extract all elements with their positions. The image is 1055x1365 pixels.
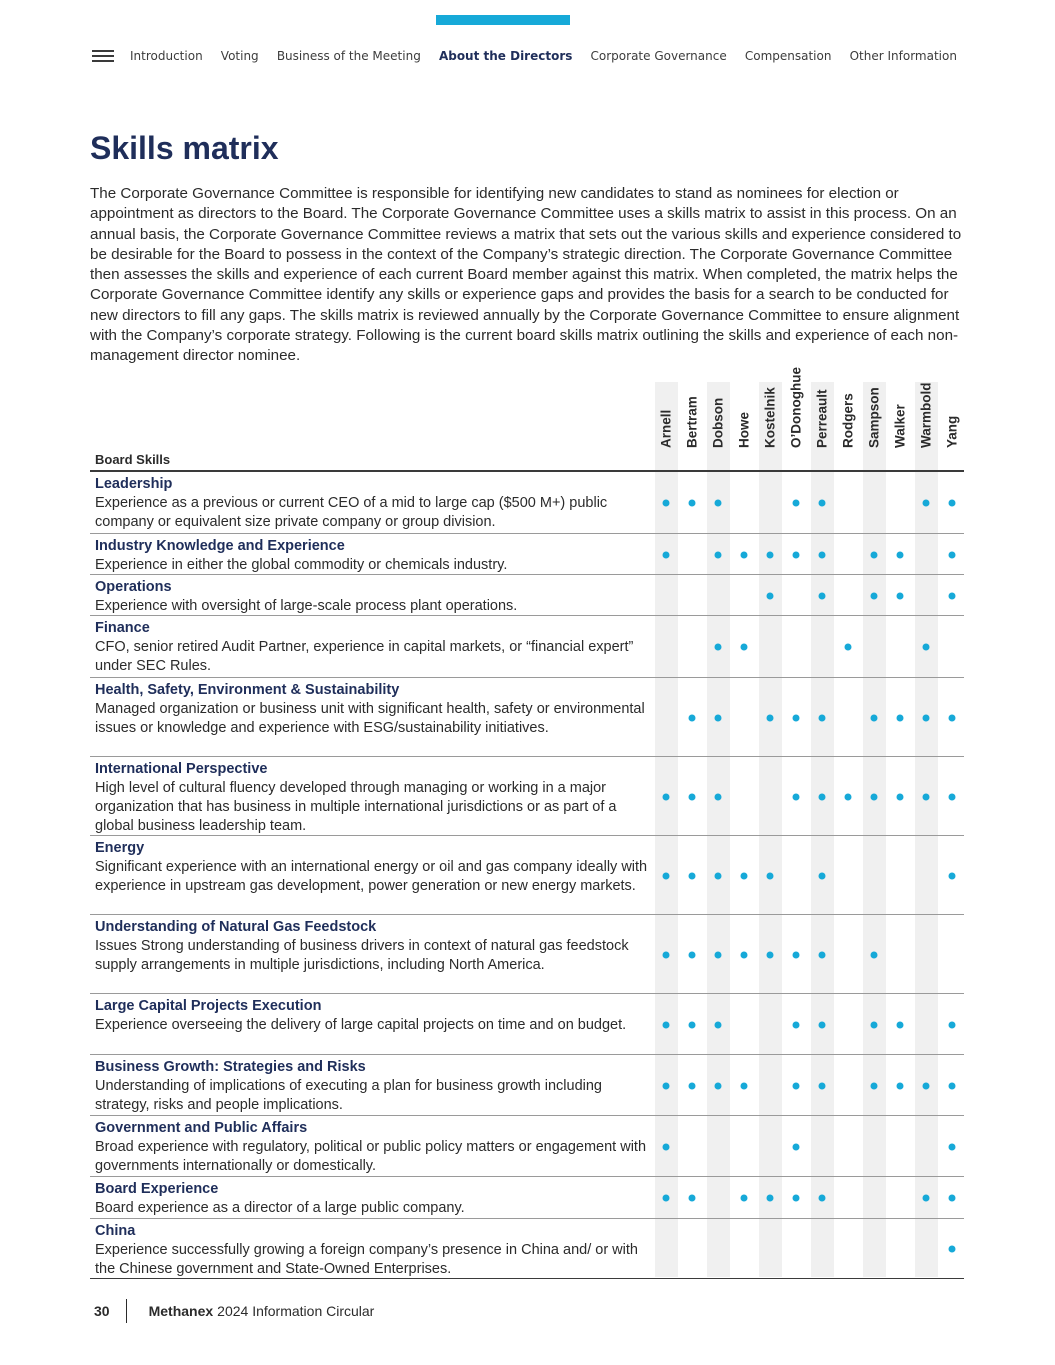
skill-dot-icon [819,793,826,800]
skill-dot-icon [819,551,826,558]
skills-matrix [90,367,964,1279]
skill-dot-icon [949,1021,956,1028]
skill-title: China [95,1223,136,1239]
skill-row [90,534,964,575]
skill-dot-icon [663,872,670,879]
skill-text [95,1058,651,1115]
skill-dot-icon [949,1143,956,1150]
skill-dot-icon [793,1082,800,1089]
skill-dot-icon [689,1082,696,1089]
skill-title: Leadership [95,476,173,492]
director-name: Kostelnik [762,387,778,448]
skill-dot-icon [819,714,826,721]
skill-dot-icon [793,714,800,721]
skill-title: International Perspective [95,761,268,777]
skill-dot-icon [871,551,878,558]
skill-title: Large Capital Projects Execution [95,998,322,1014]
nav-item-about-the-directors[interactable]: About the Directors [438,49,573,63]
skill-dot-icon [897,551,904,558]
skill-dot-icon [767,951,774,958]
skill-dot-icon [715,872,722,879]
director-name: Dobson [710,397,726,448]
director-column-header [655,373,678,463]
director-name: Howe [736,411,752,448]
skill-text [95,1222,651,1279]
skill-row [90,915,964,994]
skill-dot-icon [793,551,800,558]
skill-dot-icon [793,500,800,507]
director-column-header [707,373,730,463]
footer-brand: Methanex [148,1303,214,1319]
top-navigation [92,46,957,66]
director-column-header [915,373,938,463]
nav-accent-bar [436,15,570,25]
skill-dot-icon [663,951,670,958]
skill-row [90,575,964,616]
board-skills-header: Board Skills [95,452,171,467]
skill-title: Health, Safety, Environment & Sustainability [95,682,400,698]
skill-dot-icon [871,1082,878,1089]
skill-dot-icon [793,1143,800,1150]
skill-dot-icon [663,1143,670,1150]
skill-text [95,918,651,975]
skill-dot-icon [949,793,956,800]
skill-dot-icon [819,872,826,879]
director-name: Bertram [684,396,700,448]
skill-title: Operations [95,579,172,595]
skill-dot-icon [715,1021,722,1028]
skill-text [95,537,651,575]
skill-dot-icon [715,714,722,721]
skill-description: Managed organization or business unit with significant health, safety or environmental issues or knowledge and experience with ESG/sustainability initiatives. [95,700,645,736]
director-column-header [889,373,912,463]
director-name: Sampson [866,387,882,448]
skill-row [90,1116,964,1177]
skill-text [95,619,651,676]
skill-dot-icon [741,644,748,651]
director-column-header [863,373,886,463]
skill-dot-icon [663,1021,670,1028]
director-name: Arnell [658,409,674,448]
skill-title: Board Experience [95,1181,219,1197]
skill-dot-icon [949,714,956,721]
skill-dot-icon [689,793,696,800]
skill-text [95,1119,651,1176]
skill-dot-icon [663,793,670,800]
director-column-header [681,373,704,463]
skill-dot-icon [819,1021,826,1028]
skill-dot-icon [715,551,722,558]
skill-dot-icon [949,1195,956,1202]
skill-dot-icon [819,1082,826,1089]
nav-item-voting[interactable]: Voting [220,49,259,63]
skill-dot-icon [793,1021,800,1028]
skill-row [90,616,964,678]
page-footer [94,1298,374,1324]
skill-dot-icon [715,500,722,507]
skill-dot-icon [689,872,696,879]
skill-dot-icon [923,1195,930,1202]
skill-dot-icon [897,1021,904,1028]
skill-dot-icon [741,1082,748,1089]
skill-text [95,578,651,616]
skill-row [90,1177,964,1219]
skill-dot-icon [845,793,852,800]
footer-document-title: 2024 Information Circular [217,1303,375,1319]
skill-dot-icon [767,872,774,879]
skill-dot-icon [819,1195,826,1202]
skill-dot-icon [923,793,930,800]
skill-description: High level of cultural fluency developed through managing or working in a major organization that has business in multiple international jurisdictions or as part of a global business leadership team. [95,779,617,834]
skill-title: Business Growth: Strategies and Risks [95,1059,366,1075]
director-column-header [837,373,860,463]
skill-dot-icon [689,1021,696,1028]
skill-dot-icon [897,1082,904,1089]
skill-description: Broad experience with regulatory, political or public policy matters or engagement with governments internationally or domestically. [95,1138,647,1174]
skill-dot-icon [741,951,748,958]
director-name: Yang [944,415,960,448]
skill-title: Understanding of Natural Gas Feedstock [95,919,377,935]
skill-title: Industry Knowledge and Experience [95,538,345,554]
skill-description: Experience with oversight of large-scale process plant operations. [95,597,518,614]
skill-dot-icon [845,644,852,651]
skill-dot-icon [871,951,878,958]
skill-dot-icon [689,1195,696,1202]
skill-description: Experience overseeing the delivery of large capital projects on time and on budget. [95,1016,627,1033]
skill-title: Finance [95,620,150,636]
skill-title: Government and Public Affairs [95,1120,308,1136]
skill-text [95,997,651,1035]
skill-dot-icon [741,872,748,879]
skill-dot-icon [949,592,956,599]
skill-title: Energy [95,840,145,856]
skill-dot-icon [793,1195,800,1202]
skill-text [95,1180,651,1218]
director-column-header [941,373,964,463]
nav-item-compensation[interactable]: Compensation [744,49,832,63]
skill-dot-icon [949,551,956,558]
skill-dot-icon [871,592,878,599]
skill-dot-icon [897,793,904,800]
director-name: Perreault [814,389,830,448]
director-name: Warmbold [918,382,934,448]
skill-dot-icon [689,714,696,721]
skill-dot-icon [715,1082,722,1089]
skill-dot-icon [689,951,696,958]
nav-item-corporate-governance[interactable]: Corporate Governance [590,49,727,63]
skill-dot-icon [741,1195,748,1202]
skill-row [90,1055,964,1116]
director-name: O’Donoghue [788,367,804,448]
skill-dot-icon [663,500,670,507]
skill-text [95,839,651,896]
skill-dot-icon [897,592,904,599]
skill-description: Board experience as a director of a large public company. [95,1199,465,1216]
nav-items [130,49,957,63]
skill-description: Significant experience with an international energy or oil and gas company ideally with experience in upstream gas development, power generation or new energy markets. [95,858,648,894]
skill-dot-icon [767,592,774,599]
skill-dot-icon [949,872,956,879]
skill-description: Experience in either the global commodity or chemicals industry. [95,556,508,573]
skill-dot-icon [819,951,826,958]
intro-paragraph: The Corporate Governance Committee is responsible for identifying new candidates to stand as nominees for election or appointment as directors to the Board. The Corporate Governance Committee uses a skills matrix to assist in this process. On an annual basis, the Corporate Governance Committee reviews a matrix that sets out the various skills and experience considered to be desirable for the Board to possess in the context of the Company’s strategic direction. The Corporate Governance Committee then assesses the skills and experience of each current Board member against this matrix. When completed, the matrix helps the Corporate Governance Committee identify any skills or experience gaps and provides the basis for a search to be conducted for new directors to fill any gaps. The skills matrix is reviewed annually by the Corporate Governance Committee to ensure alignment with the Company’s corporate strategy. Following is the current board skills matrix outlining the skills and experience of each non-management director nominee. [90,185,962,365]
skill-dot-icon [663,551,670,558]
skill-row [90,1219,964,1279]
skill-text [95,681,651,738]
matrix-header [90,367,964,472]
skill-row [90,678,964,757]
skill-dot-icon [715,644,722,651]
skill-dot-icon [949,1082,956,1089]
skill-row [90,994,964,1055]
skill-row [90,757,964,836]
skill-dot-icon [923,500,930,507]
nav-item-introduction[interactable]: Introduction [130,49,203,63]
skill-dot-icon [715,793,722,800]
director-column-header [811,373,834,463]
page-title: Skills matrix [90,130,279,166]
skill-dot-icon [767,551,774,558]
skill-dot-icon [819,592,826,599]
skill-description: Issues Strong understanding of business drivers in context of natural gas feedstock supply arrangements in multiple jurisdictions, including North America. [95,937,629,973]
skill-dot-icon [923,1082,930,1089]
skill-dot-icon [923,644,930,651]
skill-text [95,760,651,836]
skill-description: Understanding of implications of executing a plan for business growth including strategy, risks and people implications. [95,1077,602,1113]
skill-row [90,472,964,534]
skill-dot-icon [741,551,748,558]
skill-description: CFO, senior retired Audit Partner, experience in capital markets, or “financial expert” under SEC Rules. [95,638,634,674]
skill-text [95,475,651,532]
skill-description: Experience as a previous or current CEO of a mid to large cap ($500 M+) public company or equivalent size private company or group division. [95,494,608,530]
skill-row [90,836,964,915]
skill-dot-icon [949,500,956,507]
nav-item-other-information[interactable]: Other Information [849,49,957,63]
skill-dot-icon [871,1021,878,1028]
skill-dot-icon [871,714,878,721]
skill-dot-icon [767,1195,774,1202]
skill-dot-icon [689,500,696,507]
skill-dot-icon [819,500,826,507]
skill-dot-icon [923,714,930,721]
menu-icon[interactable] [92,49,114,63]
skill-dot-icon [949,1246,956,1253]
nav-item-business-of-the-meeting[interactable]: Business of the Meeting [276,49,421,63]
page-number: 30 [94,1299,127,1323]
skill-dot-icon [715,951,722,958]
skill-dot-icon [663,1195,670,1202]
skill-dot-icon [663,1082,670,1089]
skill-dot-icon [767,714,774,721]
director-column-header [785,367,808,463]
director-name: Walker [892,404,908,448]
director-name: Rodgers [840,393,856,448]
skill-dot-icon [871,793,878,800]
skill-description: Experience successfully growing a foreign company’s presence in China and/ or with the Chinese government and State-Owned Enterprises. [95,1241,638,1277]
skill-dot-icon [793,793,800,800]
matrix-body [90,472,964,1279]
skill-dot-icon [793,951,800,958]
skill-dot-icon [897,714,904,721]
director-column-header [759,373,782,463]
director-column-header [733,373,756,463]
